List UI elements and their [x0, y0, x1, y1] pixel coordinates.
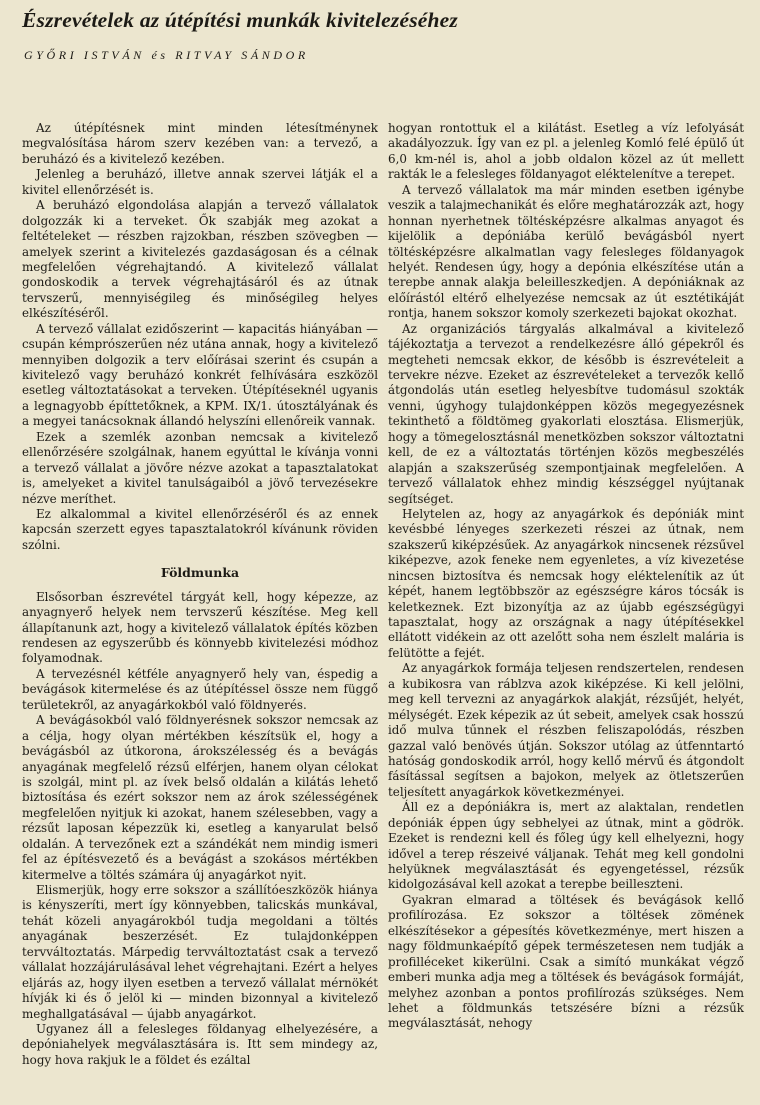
left-column — [22, 121, 378, 1068]
paragraph: Gyakran elmarad a töltések és bevágások kellő profilírozása. Ez sokszor a töltések zömének elkészítésekor a gépesítés következménye, mert hiszen a nagy földmunkaépítő gépek természetesen nem tudják a profilléceket kikerülni. Csak a simító munkákat végző emberi munka adja meg a töltések és bevágások formáját, melyhez azonban a pontos profilírozás szükséges. Nem lehet a földmunkás tetszésére bízni a rézsűk megválasztását, nehogy — [388, 892, 744, 1031]
paragraph: Az útépítésnek mint minden létesítménynek megvalósítása három szerv kezében van: a tervező, a beruházó és a kivitelező kezében. — [22, 121, 378, 166]
paragraph: Jelenleg a beruházó, illetve annak szervei látják el a kivitel ellenőrzését is. — [22, 167, 378, 197]
right-column — [388, 121, 744, 1032]
article-authors: GYŐRI ISTVÁN és RITVAY SÁNDOR — [24, 48, 309, 62]
paragraph: Az organizációs tárgyalás alkalmával a kivitelező tájékoztatja a tervezot a rendelkezésre álló gépekről és megteheti nemcsak ekkor, de később is észrevételeit a tervekre nézve. Ezeket az észrevételeket a tervezők kellő átgondolás után esetleg helyesbítve tudomásul szokták venni, úgyhogy tulajdonképpen közös megegyezésnek tekinthető a földtömeg gyakorlati elosztása. Elismerjük, hogy a tömegelosztásnál menetközben sokszor változtatni kell, de ez a változtatás történjen közös megbeszélés alapján a szakszerűség szempontjainak megfelelően. A tervező vállalatok ehhez mindig készséggel nyújtanak segítséget. — [388, 321, 744, 506]
article-title: Észrevételek az útépítési munkák kivitelezéséhez — [22, 8, 458, 32]
paragraph: Ugyanez áll a felesleges földanyag elhelyezésére, a depóniahelyek megválasztására is. Itt sem mindegy az, hogy hova rakjuk le a földet és ezáltal — [22, 1021, 378, 1067]
paragraph: A tervezésnél kétféle anyagnyerő hely van, éspedig a bevágások kitermelése és az útépítéssel össze nem függő területekről, az anyagárkokból való földnyerés. — [22, 666, 378, 712]
paragraph: Ez alkalommal a kivitel ellenőrzéséről és az ennek kapcsán szerzett egyes tapasztalatokról kívánunk röviden szólni. — [22, 506, 378, 552]
paragraph: Ezek a szemlék azonban nemcsak a kivitelező ellenőrzésére szolgálnak, hanem egyúttal le kívánja vonni a tervező vállalat a jövőre nézve azokat a tapasztalatokat is, amelyeket a kivitel tanulságaiból a jövő tervezésekre nézve meríthet. — [22, 429, 378, 506]
paragraph: A tervező vállalatok ma már minden esetben igénybe veszik a talajmechanikát és előre meghatározzák azt, hogy honnan nyerhetnek töltésképzésre alkalmas anyagot és kijelölik a depóniába kerülő bevágásból nyert töltésképzésre alkalmatlan vagy felesleges földanyagok helyét. Rendesen úgy, hogy a depónia elkészítése után a terepbe annak alakja beleilleszkedjen. A depóniáknak az előírástól eltérő elhelyezése nemcsak az út esztétikáját rontja, hanem sokszor komoly szerkezeti bajokat okozhat. — [388, 182, 744, 321]
paragraph: A tervező vállalat ezidőszerint — kapacitás hiányában — csupán kémprószerűen néz utána annak, hogy a kivitelező mennyiben dolgozik a terv előírásai szerint és csupán a kivitelező vagy beruházó konkrét felhívására eszközöl esetleg változtatásokat a terveken. Útépítéseknél ugyanis a legnagyobb építtetőknek, a KPM. IX/1. útosztályának és a megyei tanácsoknak állandó helyszíni ellenőreik vannak. — [22, 321, 378, 429]
section-heading: Földmunka — [160, 565, 240, 581]
paragraph: A beruházó elgondolása alapján a tervező vállalatok dolgozzák ki a terveket. Ők szabják meg azokat a feltételeket — részben rajzokban, részben szövegben — amelyek szerint a kivitelezés gazdaságosan és a célnak megfelelően végrehajtandó. A kivitelező vállalat gondoskodik a tervek végrehajtásáról és az útnak tervszerű, mennyiségileg és minőségileg helyes elkészítéséről. — [22, 198, 378, 321]
paragraph-continuation: hogyan rontottuk el a kilátást. Esetleg a víz lefolyását akadályozzuk. Így van ez pl. a jelenleg Komló felé épülő út 6,0 km-nél is, ahol a jobb oldalon közel az út mellett rakták le a felesleges földanyagot eléktelenítve a terepet. — [388, 121, 744, 182]
paragraph: Elsősorban észrevétel tárgyát kell, hogy képezze, az anyagnyerő helyek nem tervszerű készítése. Meg kell állapítanunk azt, hogy a kivitelező vállalatok építés közben rendesen az egyszerűbb és könnyebb kivitelezési módhoz folyamodnak. — [22, 589, 378, 666]
paragraph: Áll ez a depóniákra is, mert az alaktalan, rendetlen depóniák éppen úgy sebhelyei az útnak, mint a gödrök. Ezeket is rendezni kell és főleg úgy kell elhelyezni, hogy idővel a terep részeivé váljanak. Tehát meg kell gondolni helyüknek megválasztását és egyengetéssel, rézsűk kidolgozásával kell azokat a terepbe beilleszteni. — [388, 800, 744, 892]
paragraph: Elismerjük, hogy erre sokszor a szállítóeszközök hiánya is kényszeríti, mert így könnyebben, talicskás munkával, tehát közeli anyagárokból tudja megoldani a töltés anyagának beszerzését. Ez tulajdonképpen tervváltoztatás. Márpedig tervváltoztatást csak a tervező vállalat hozzájárulásával lehet végrehajtani. Ezért a helyes eljárás az, hogy ilyen esetben a tervező vállalat mérnökét hívják ki és ő jelöl ki — minden bizonnyal a kivitelező meghallgatásával — újabb anyagárkot. — [22, 883, 378, 1021]
paragraph: Helytelen az, hogy az anyagárkok és depóniák mint kevésbbé lényeges szerkezeti részei az útnak, nem szakszerű kiképzésűek. Az anyagárkok nincsenek rézsűvel kiképezve, azok feneke nem egyenletes, a víz kivezetése nincsen biztosítva és nemcsak hogy eléktelenítik az út képét, hanem legtöbbször az egészségre káros tócsák is keletkeznek. Ezt bizonyítja az az újabb egészségügyi tapasztalat, hogy az országnak a nagy útépítésekkel ellátott vidékein az ott azelőtt soha nem észlelt malária is felütötte a fejét. — [388, 506, 744, 660]
paragraph: Az anyagárkok formája teljesen rendszertelen, rendesen a kubikosra van ráblzva azok kiképzése. Ki kell jelölni, meg kell tervezni az anyagárkok alakját, rézsűjét, helyét, mélységét. Ezek képezik az út sebeit, amelyek csak hosszú idő mulva tűnnek el részben feliszapolódás, részben gazzal való benövés útján. Sokszor utólag az útfenntartó hatóság gondoskodik arról, hogy kellő mérvű és átgondolt fásítással segítsen a bajokon, melyek az ötletszerűen teljesített anyagárkok következményei. — [388, 661, 744, 799]
paragraph: A bevágásokból való földnyerésnek sokszor nemcsak az a célja, hogy olyan mértékben készítsük el, hogy a bevágásból az útkorona, árokszélesség és a bevágás anyagának megfelelő rézsű elférjen, hanem olyan célokat is szolgál, mint pl. az ívek belső oldalán a kilátás lehető biztosítása és ezért sokszor nem az árok szélességének megfelelően nyitjuk ki azokat, hanem szélesebben, vagy a rézsűt laposan képezzük ki, esetleg a kanyarulat belső oldalán. A tervezőnek ezt a szándékát nem mindig ismeri fel az építésvezető és a bevágást a szokásos mértékben kitermelve a töltés számára új anyagárkot nyit. — [22, 713, 378, 882]
